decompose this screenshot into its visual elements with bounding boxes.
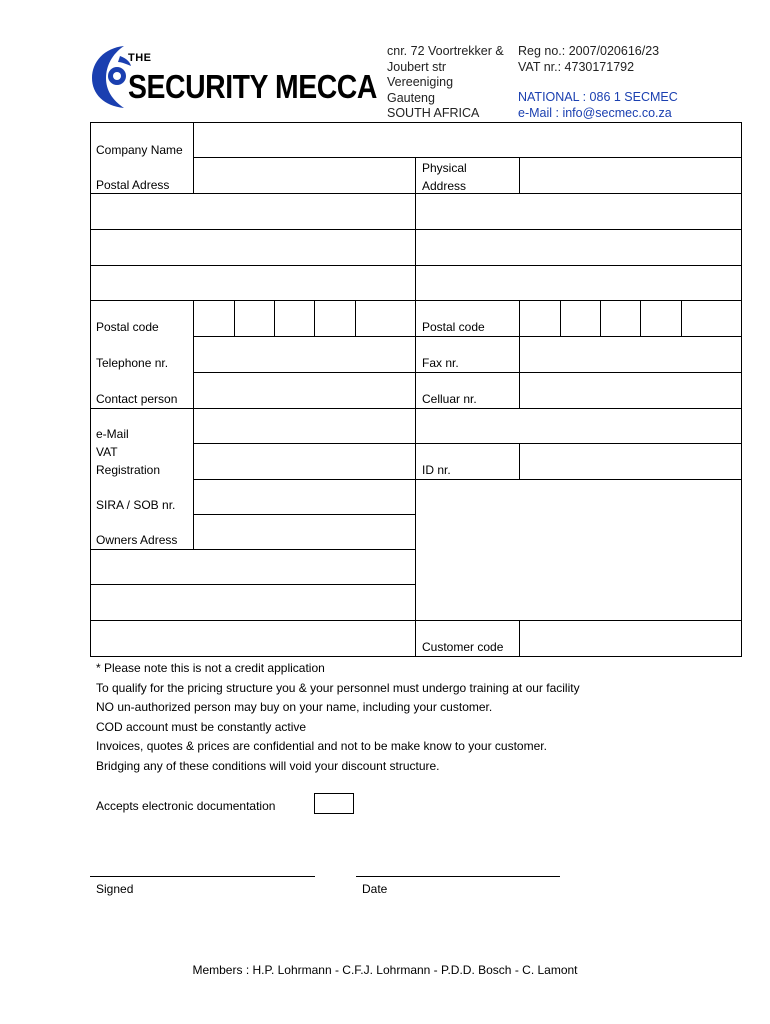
grid-line	[741, 122, 742, 657]
postal-code-boxes[interactable]	[194, 301, 415, 336]
physical-address-line-2[interactable]	[416, 194, 741, 229]
logo-name-text: SECURITY MECCA	[128, 68, 377, 105]
contact-person-field[interactable]	[194, 373, 415, 408]
id-number-field[interactable]	[520, 444, 741, 479]
note-line: COD account must be constantly active	[96, 719, 307, 734]
note-line: NO un-authorized person may buy on your name, including your customer.	[96, 700, 493, 714]
members-footer: Members : H.P. Lohrmann - C.F.J. Lohrmann - P.D.D. Bosch - C. Lamont	[192, 963, 578, 977]
registration-info	[518, 44, 659, 75]
date-label: Date	[362, 882, 388, 896]
physical-address-label-line2: Address	[422, 179, 467, 193]
reg-number: Reg no.: 2007/020616/23	[518, 44, 660, 58]
owners-address-line-2[interactable]	[91, 550, 415, 584]
conditions-notes	[96, 659, 580, 776]
contact-person-label: Contact person	[96, 392, 178, 406]
accept-electronic-checkbox[interactable]	[314, 793, 354, 814]
contact-email: e-Mail : info@secmec.co.za	[518, 105, 672, 120]
company-logo	[90, 42, 385, 114]
vat-registration-field[interactable]	[194, 444, 415, 479]
physical-postal-code-label: Postal code	[422, 320, 485, 334]
note-line: To qualify for the pricing structure you & your personnel must undergo training at our facility	[96, 680, 580, 695]
email-label: e-Mail	[96, 427, 129, 441]
telephone-field[interactable]	[194, 337, 415, 372]
physical-address-line-3[interactable]	[416, 230, 741, 265]
fax-label: Fax nr.	[422, 356, 459, 370]
grid-line	[90, 656, 742, 657]
cellular-label: Celluar nr.	[422, 392, 477, 406]
note-line: * Please note this is not a credit application	[96, 661, 325, 675]
vat-label-line2: Registration	[96, 463, 161, 477]
signed-label: Signed	[96, 882, 134, 896]
national-number: NATIONAL : 086 1 SECMEC	[518, 90, 678, 104]
sira-field[interactable]	[194, 480, 415, 514]
address-line: Gauteng	[387, 90, 435, 105]
postal-address-line-2[interactable]	[91, 194, 415, 229]
owners-address-line-4[interactable]	[91, 621, 415, 656]
postal-address-line-4[interactable]	[91, 266, 415, 300]
company-name-field[interactable]	[194, 123, 741, 157]
postal-address-line-3[interactable]	[91, 230, 415, 265]
company-name-label: Company Name	[96, 143, 183, 157]
physical-postal-code-boxes[interactable]	[520, 301, 741, 336]
address-line: Joubert str	[387, 59, 447, 74]
postal-address-field[interactable]	[194, 158, 415, 193]
owners-address-field[interactable]	[194, 515, 415, 549]
accept-electronic-label: Accepts electronic documentation	[96, 799, 276, 813]
address-line: Vereeniging	[387, 75, 454, 89]
vat-label-line1: VAT	[96, 445, 118, 459]
physical-address-label-line1: Physical	[422, 161, 467, 175]
date-line[interactable]	[356, 876, 560, 877]
physical-address-line-4[interactable]	[416, 266, 741, 300]
email-field[interactable]	[194, 409, 741, 443]
contact-info	[518, 90, 678, 121]
telephone-label: Telephone nr.	[96, 356, 169, 370]
eye-logo-icon	[90, 42, 132, 112]
physical-address-field[interactable]	[520, 158, 741, 193]
sira-label: SIRA / SOB nr.	[96, 498, 176, 512]
owners-address-line-3[interactable]	[91, 585, 415, 620]
id-number-label: ID nr.	[422, 463, 451, 477]
postal-address-label: Postal Adress	[96, 178, 170, 192]
logo-the-text: THE	[128, 52, 152, 64]
customer-code-label: Customer code	[422, 640, 504, 654]
cellular-field[interactable]	[520, 373, 741, 408]
company-address	[387, 44, 504, 122]
owners-address-label: Owners Adress	[96, 533, 178, 547]
note-line: Bridging any of these conditions will void your discount structure.	[96, 758, 440, 773]
customer-code-field[interactable]	[520, 621, 741, 656]
vat-number: VAT nr.: 4730171792	[518, 59, 635, 74]
signature-line[interactable]	[90, 876, 315, 877]
note-line: Invoices, quotes & prices are confidential and not to be make know to your customer.	[96, 739, 547, 753]
fax-field[interactable]	[520, 337, 741, 372]
postal-code-label: Postal code	[96, 320, 159, 334]
address-line: cnr. 72 Voortrekker &	[387, 44, 504, 58]
address-line: SOUTH AFRICA	[387, 106, 480, 120]
